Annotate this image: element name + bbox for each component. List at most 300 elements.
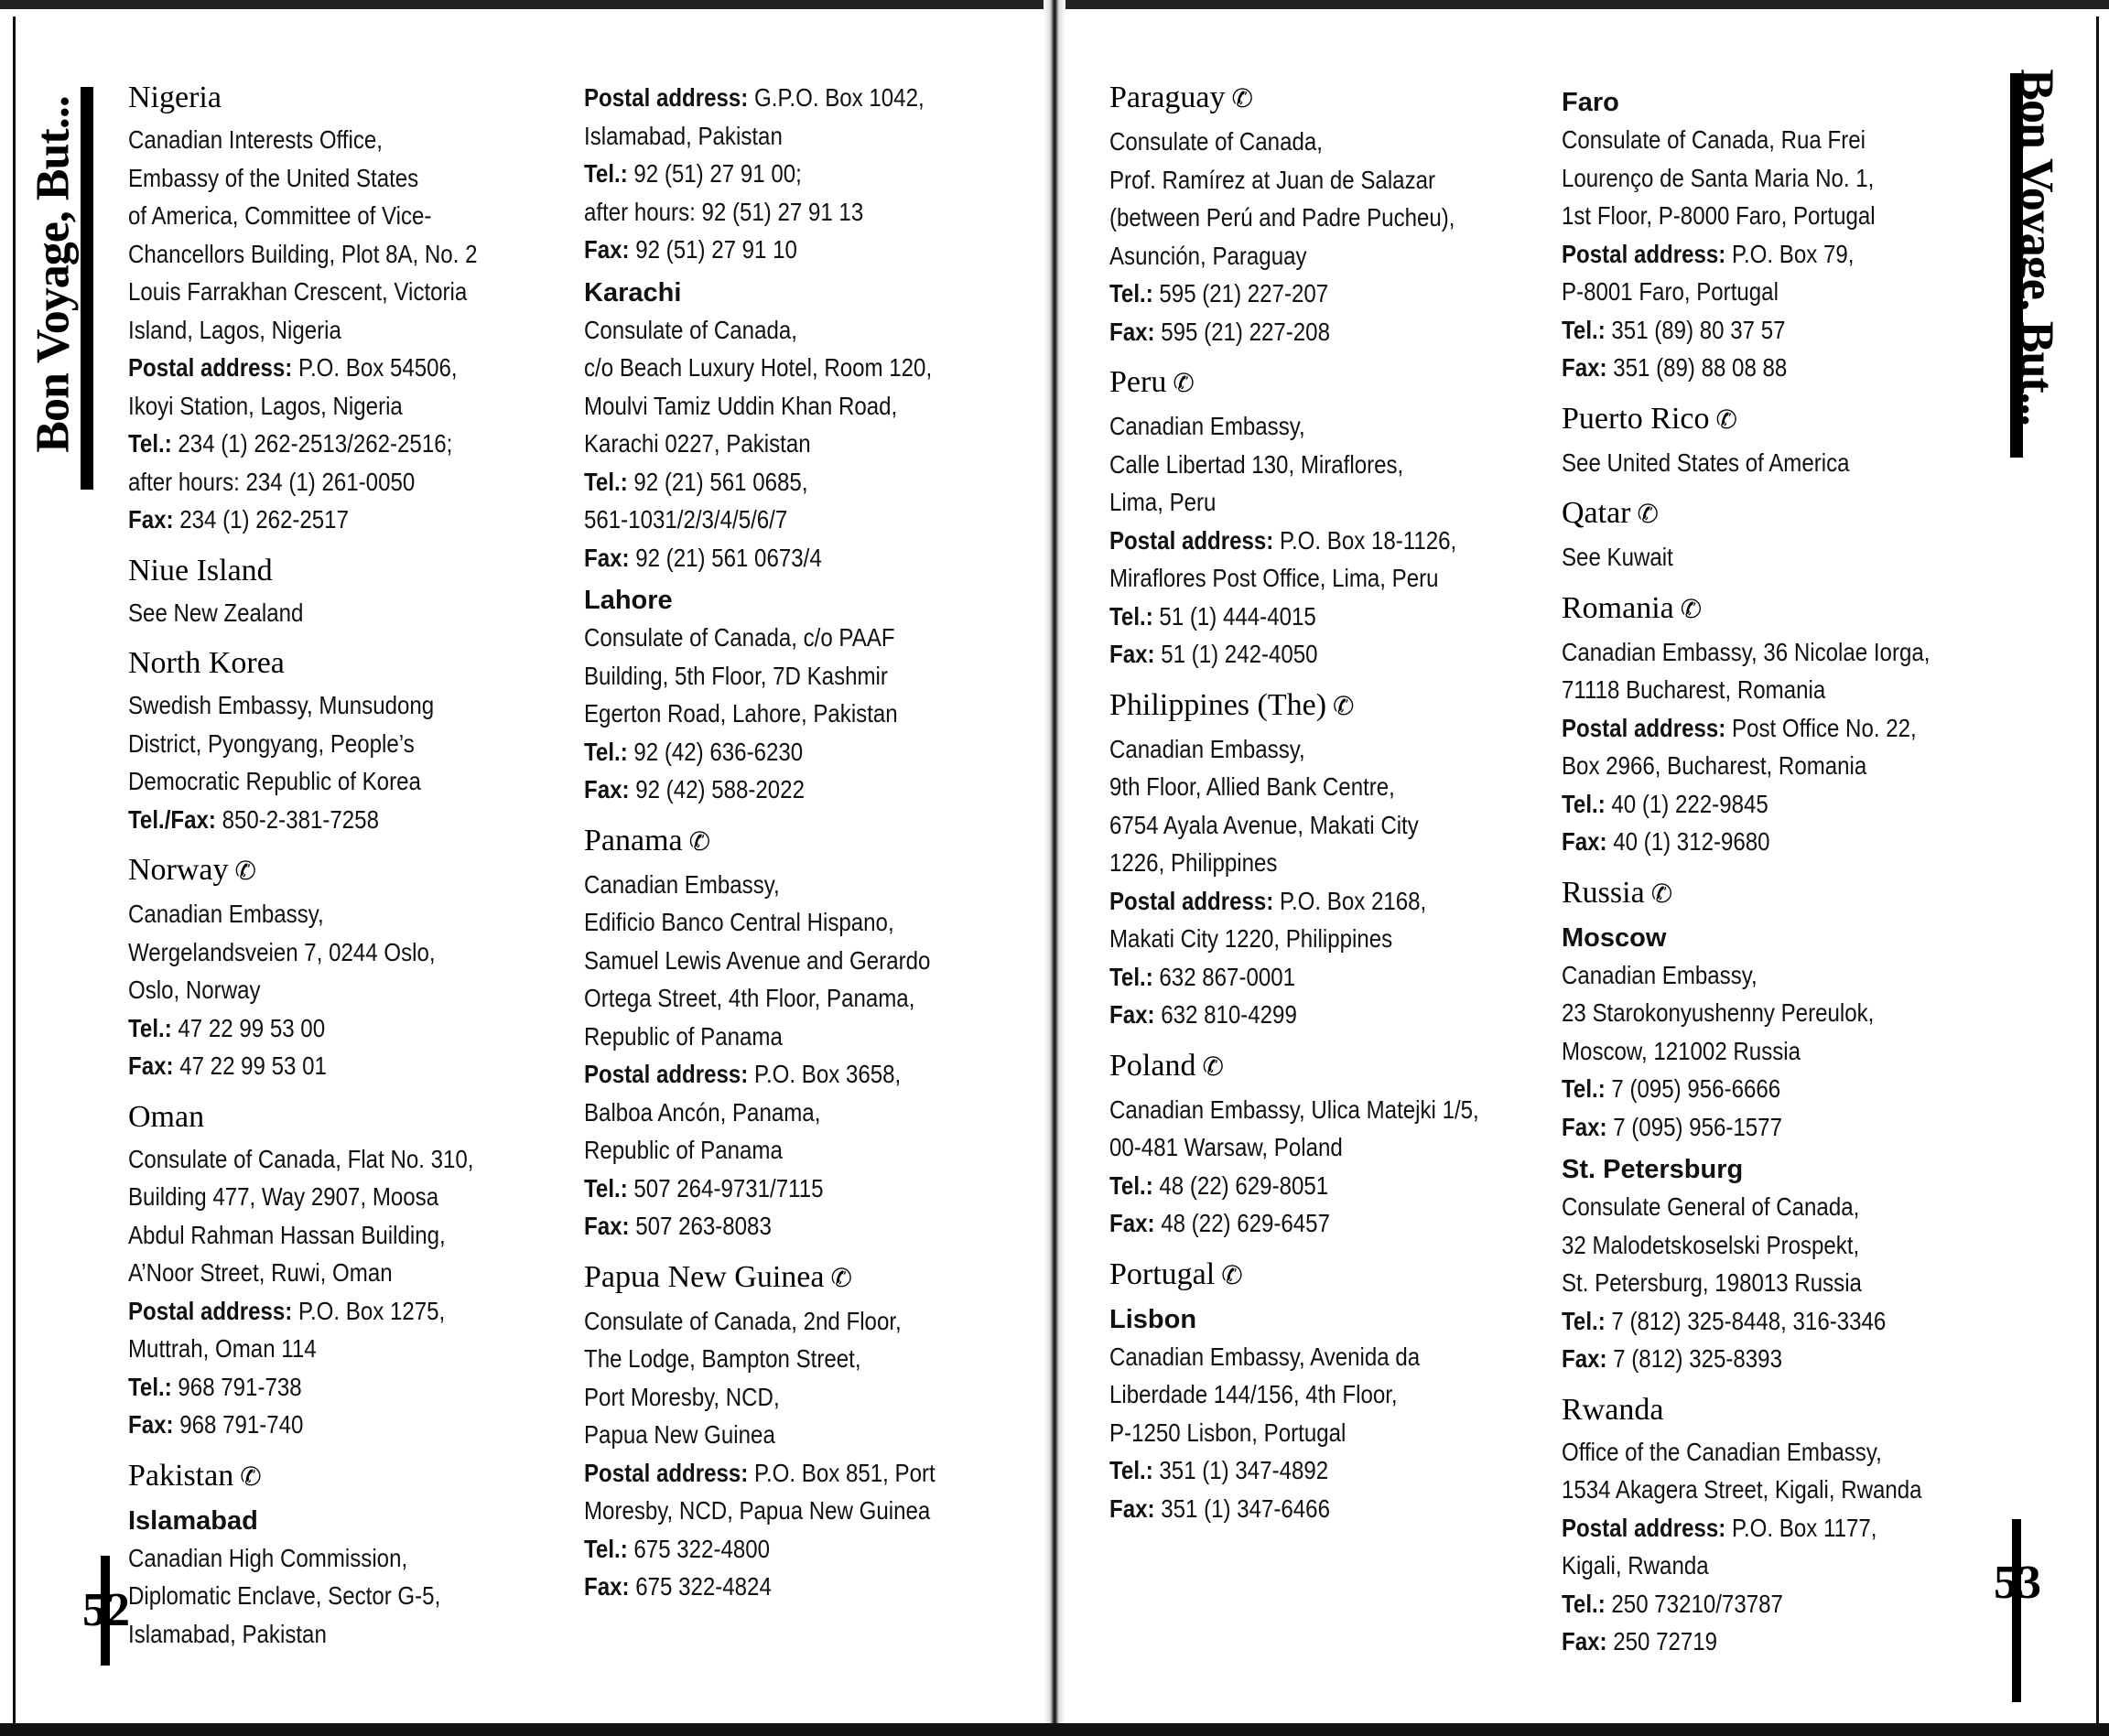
country-heading [128, 644, 558, 683]
address-text [128, 121, 498, 349]
telephone-icon: ✆ [1673, 595, 1703, 624]
telephone-icon: ✆ [682, 827, 711, 857]
address-text [128, 463, 498, 501]
address-line: 00-481 Warsaw, Poland [1109, 1133, 1343, 1161]
contact-label: Fax: [584, 235, 630, 264]
contact-label: Tel.: [1109, 601, 1153, 631]
address-line: Building, 5th Floor, 7D Kashmir [584, 661, 888, 690]
address-line: c/o Beach Luxury Hotel, Room 120, [584, 353, 933, 382]
contact-value: P.O. Box 1275, [292, 1296, 446, 1325]
address-line: Miraflores Post Office, Lima, Peru [1109, 564, 1439, 592]
country-heading [128, 552, 558, 590]
address-text [1562, 633, 1931, 709]
contact-value: 47 22 99 53 00 [171, 1013, 326, 1042]
contact-line [1109, 522, 1479, 560]
contact-line [128, 1047, 498, 1085]
book-gutter [1044, 0, 1065, 1736]
contact-label: Fax: [1562, 1627, 1607, 1655]
address-line: Muttrah, Oman 114 [128, 1334, 317, 1363]
contact-value: 92 (21) 561 0685, [627, 467, 808, 496]
contact-label: Tel./Fax: [128, 804, 216, 834]
address-line: Swedish Embassy, Munsudong [128, 691, 435, 719]
contact-value: 7 (095) 956-1577 [1606, 1112, 1782, 1141]
address-line: Lourenço de Santa Maria No. 1, [1562, 163, 1875, 192]
contact-value: 7 (812) 325-8448, 316-3346 [1605, 1306, 1887, 1335]
address-line: (between Perú and Padre Pucheu), [1109, 203, 1455, 232]
address-line: 32 Malodetskoselski Prospekt, [1562, 1230, 1860, 1259]
contact-label: Fax: [1109, 640, 1155, 668]
address-text [128, 387, 498, 426]
contact-value: 351 (1) 347-4892 [1152, 1456, 1329, 1484]
telephone-icon: ✆ [1326, 692, 1355, 721]
address-line: Kigali, Rwanda [1562, 1551, 1709, 1580]
contact-value: 234 (1) 262-2517 [173, 505, 349, 534]
address-line: Lima, Peru [1109, 488, 1217, 516]
contact-value: 250 72719 [1606, 1627, 1718, 1655]
contact-line [584, 1530, 954, 1569]
contact-line [128, 1406, 498, 1444]
contact-value: 968 791-738 [171, 1372, 302, 1401]
contact-label: Postal address: [1562, 1513, 1726, 1542]
address-text [128, 594, 498, 632]
address-line: Canadian Embassy, Ulica Matejki 1/5, [1109, 1094, 1479, 1124]
address-line: 1st Floor, P-8000 Faro, Portugal [1562, 201, 1876, 230]
address-line: Democratic Republic of Korea [128, 767, 421, 795]
address-line: Abdul Rahman Hassan Building, [128, 1220, 446, 1249]
contact-label: Fax: [584, 1572, 630, 1601]
address-line: 1534 Akagera Street, Kigali, Rwanda [1562, 1475, 1922, 1504]
telephone-icon: ✆ [228, 857, 256, 886]
contact-line [584, 1055, 954, 1094]
address-line: Makati City 1220, Philippines [1109, 924, 1393, 953]
country-heading [1562, 874, 1992, 914]
contact-line [1109, 275, 1479, 313]
address-line: Consulate of Canada, Rua Frei [1562, 125, 1866, 154]
contact-label: Tel.: [584, 1534, 628, 1563]
address-line: Karachi 0227, Pakistan [584, 429, 811, 458]
address-line: Consulate of Canada, c/o PAAF [584, 623, 895, 652]
contact-line [1562, 1302, 1931, 1341]
contact-line [584, 463, 954, 501]
address-line: Canadian Embassy, [1109, 412, 1305, 440]
address-line: Prof. Ramírez at Juan de Salazar [1109, 165, 1436, 194]
contact-label: Postal address: [1109, 886, 1274, 915]
contact-label: Tel.: [128, 1013, 172, 1042]
country-name: Nigeria [128, 81, 222, 114]
address-line: Ortega Street, 4th Floor, Panama, [584, 984, 915, 1012]
running-head-left: Bon Voyage, But... [27, 96, 80, 453]
address-line: Office of the Canadian Embassy, [1562, 1437, 1882, 1466]
contact-value: P.O. Box 851, Port [748, 1458, 936, 1487]
contact-value: 632 810-4299 [1154, 1000, 1297, 1029]
contact-label: Postal address: [128, 1296, 293, 1325]
telephone-icon: ✆ [1630, 501, 1659, 529]
address-text [1562, 956, 1931, 1071]
address-line: Consulate of Canada, [584, 315, 797, 344]
country-heading [128, 851, 558, 891]
country-name: Qatar [1562, 496, 1631, 530]
address-text [128, 1539, 498, 1654]
contact-label: Postal address: [1562, 239, 1726, 268]
telephone-icon: ✆ [1225, 85, 1253, 113]
contact-line [1109, 958, 1479, 997]
city-subheading: St. Petersburg [1562, 1155, 1744, 1184]
contact-line [584, 1207, 954, 1245]
contact-line [128, 1292, 498, 1331]
address-line: Consulate of Canada, [1109, 127, 1323, 156]
contact-value: P.O. Box 3658, [748, 1060, 902, 1088]
address-line: Canadian Embassy, [584, 869, 780, 899]
contact-label: Tel.: [584, 467, 628, 496]
country-name: Papua New Guinea [584, 1259, 825, 1294]
address-text [128, 1140, 498, 1292]
contact-line [128, 349, 498, 387]
contact-label: Tel.: [1562, 1306, 1606, 1335]
contact-line [584, 1454, 954, 1493]
address-text [584, 1094, 954, 1170]
contact-value: P.O. Box 2168, [1273, 886, 1427, 915]
country-heading [1562, 589, 1992, 630]
address-line: Edificio Banco Central Hispano, [584, 908, 894, 936]
address-line: Consulate of Canada, 2nd Floor, [584, 1306, 902, 1335]
column-3 [1109, 79, 1540, 1527]
contact-label: Fax: [584, 1212, 630, 1240]
address-text [128, 686, 498, 801]
contact-label: Tel.: [584, 159, 628, 188]
contact-line [1109, 1167, 1479, 1205]
margin-bar-right-bottom [2012, 1519, 2021, 1702]
contact-line [1109, 882, 1479, 921]
contact-line [1562, 1585, 1931, 1623]
address-line: District, Pyongyang, People’s [128, 728, 415, 758]
column-1 [128, 79, 558, 1653]
contact-line [584, 1568, 954, 1606]
address-line: Liberdade 144/156, 4th Floor, [1109, 1380, 1398, 1408]
address-line: Republic of Panama [584, 1136, 783, 1164]
contact-label: Fax: [1109, 1493, 1155, 1523]
address-line: Consulate of Canada, Flat No. 310, [128, 1144, 474, 1173]
address-line: Building 477, Way 2907, Moosa [128, 1182, 439, 1211]
telephone-icon: ✆ [1709, 405, 1737, 435]
country-heading [584, 1258, 1014, 1299]
contact-line [1562, 349, 1931, 387]
address-line: Samuel Lewis Avenue and Gerardo [584, 945, 931, 975]
contact-label: Fax: [1562, 1344, 1607, 1373]
contact-line [1109, 635, 1479, 674]
address-line: Canadian Embassy, Avenida da [1109, 1342, 1421, 1371]
contact-value: 7 (095) 956-6666 [1605, 1074, 1781, 1103]
city-subheading: Lisbon [1109, 1304, 1197, 1334]
address-line: 71118 Bucharest, Romania [1562, 675, 1826, 704]
address-text [584, 501, 954, 539]
country-name: Romania [1562, 590, 1674, 625]
address-text [1562, 1433, 1931, 1509]
contact-value: 351 (89) 80 37 57 [1605, 315, 1786, 344]
contact-line [584, 539, 954, 577]
country-name: Niue Island [128, 553, 273, 588]
contact-value: 234 (1) 262-2513/262-2516; [171, 429, 453, 458]
address-line: Moulvi Tamiz Uddin Khan Road, [584, 391, 898, 420]
country-name: Poland [1109, 1048, 1196, 1083]
contact-value: 507 264-9731/7115 [627, 1173, 824, 1202]
contact-label: Tel.: [1562, 1074, 1606, 1103]
contact-line [1109, 1451, 1479, 1490]
contact-value: 507 263-8083 [629, 1212, 772, 1240]
contact-label: Fax: [1562, 1112, 1607, 1141]
address-line: 9th Floor, Allied Bank Centre, [1109, 772, 1395, 801]
contact-value: P.O. Box 1177, [1725, 1513, 1877, 1542]
country-name: Portugal [1109, 1256, 1216, 1291]
address-line: Louis Farrakhan Crescent, Victoria [128, 277, 468, 306]
contact-value: 250 73210/73787 [1605, 1589, 1783, 1618]
contact-label: Tel.: [1109, 962, 1153, 991]
contact-line [1109, 313, 1479, 351]
contact-line [1562, 785, 1931, 824]
contact-value: 675 322-4800 [627, 1534, 771, 1563]
telephone-icon: ✆ [1166, 370, 1195, 398]
contact-line [584, 231, 954, 269]
address-line: Consulate General of Canada, [1562, 1192, 1860, 1221]
contact-label: Tel.: [1109, 1456, 1153, 1484]
address-text [1562, 121, 1931, 235]
contact-value: P.O. Box 54506, [292, 353, 458, 382]
country-name: North Korea [128, 646, 285, 680]
city-subheading: Lahore [584, 586, 673, 615]
address-text [584, 1492, 954, 1530]
contact-value: 48 (22) 629-6457 [1154, 1209, 1330, 1237]
address-line: 1226, Philippines [1109, 848, 1278, 877]
contact-value: 351 (89) 88 08 88 [1606, 353, 1788, 382]
country-name: Panama [584, 823, 683, 857]
contact-label: Postal address: [584, 83, 749, 112]
contact-value: 7 (812) 325-8393 [1606, 1344, 1782, 1373]
country-heading [1109, 1256, 1540, 1296]
contact-value: G.P.O. Box 1042, [748, 83, 925, 112]
country-name: Oman [128, 1099, 205, 1134]
address-line: Papua New Guinea [584, 1420, 775, 1449]
contact-line [128, 1368, 498, 1407]
address-line: Canadian Embassy, [1562, 960, 1758, 989]
contact-line [584, 79, 954, 117]
address-text [584, 117, 954, 156]
contact-line [1109, 598, 1479, 636]
country-name: Norway [128, 853, 229, 887]
contact-label: Postal address: [128, 353, 293, 382]
contact-line [1562, 1509, 1931, 1547]
address-line: Wergelandsveien 7, 0244 Oslo, [128, 937, 436, 966]
contact-line [1109, 1490, 1479, 1528]
address-line: Oslo, Norway [128, 976, 261, 1004]
address-line: Islamabad, Pakistan [128, 1619, 327, 1648]
contact-value: 51 (1) 444-4015 [1152, 601, 1316, 631]
page-number-right: 53 [1994, 1557, 2041, 1609]
country-heading [1562, 1391, 1992, 1429]
contact-line [1562, 1623, 1931, 1661]
address-text [128, 895, 498, 1009]
contact-line [1562, 1108, 1931, 1147]
address-text [584, 1302, 954, 1454]
address-line: of America, Committee of Vice- [128, 201, 432, 230]
address-line: Canadian Embassy, 36 Nicolae Iorga, [1562, 637, 1931, 666]
country-heading [1109, 1047, 1540, 1087]
contact-label: Postal address: [584, 1060, 749, 1088]
country-heading [1109, 363, 1540, 404]
contact-value: 595 (21) 227-207 [1152, 279, 1329, 307]
country-heading [584, 822, 1014, 862]
address-text [1109, 559, 1479, 598]
country-name: Rwanda [1562, 1392, 1664, 1427]
address-line: Embassy of the United States [128, 163, 419, 192]
contact-label: Fax: [1109, 317, 1155, 346]
contact-value: 92 (21) 561 0673/4 [629, 543, 822, 572]
address-line: The Lodge, Bampton Street, [584, 1344, 861, 1373]
address-text [584, 193, 954, 232]
address-line: after hours: 234 (1) 261-0050 [128, 467, 416, 496]
contact-value: 632 867-0001 [1152, 962, 1296, 991]
contact-line [1562, 235, 1931, 274]
contact-value: P.O. Box 18-1126, [1273, 525, 1457, 555]
address-text [584, 619, 954, 733]
address-line: Moscow, 121002 Russia [1562, 1036, 1801, 1065]
contact-label: Tel.: [584, 1173, 628, 1202]
address-text [1109, 1338, 1479, 1452]
address-text [1562, 1188, 1931, 1302]
address-line: P-1250 Lisbon, Portugal [1109, 1418, 1347, 1447]
telephone-icon: ✆ [1644, 879, 1673, 909]
city-subheading: Moscow [1562, 922, 1667, 953]
contact-label: Tel.: [1109, 279, 1153, 307]
contact-label: Fax: [1562, 827, 1607, 856]
contact-value: Post Office No. 22, [1725, 713, 1917, 742]
contact-line [1562, 1340, 1931, 1378]
contact-value: 48 (22) 629-8051 [1152, 1170, 1329, 1200]
contact-line [584, 155, 954, 193]
contact-label: Fax: [1562, 353, 1607, 382]
address-line: A’Noor Street, Ruwi, Oman [128, 1258, 393, 1287]
address-text [1109, 730, 1479, 882]
column-2 [584, 79, 1014, 1606]
address-text [1562, 538, 1931, 577]
contact-label: Fax: [1109, 1000, 1155, 1029]
contact-label: Tel.: [1562, 1589, 1606, 1618]
address-text [1109, 123, 1479, 275]
country-name: Philippines (The) [1109, 687, 1327, 722]
running-head-bar-left [81, 87, 93, 490]
address-line: Box 2966, Bucharest, Romania [1562, 751, 1867, 780]
address-text [1562, 747, 1931, 785]
contact-label: Tel.: [584, 737, 628, 766]
address-line: Island, Lagos, Nigeria [128, 315, 341, 344]
address-line: St. Petersburg, 198013 Russia [1562, 1268, 1862, 1297]
country-heading [128, 79, 558, 117]
contact-label: Fax: [128, 1410, 174, 1439]
address-text [1109, 920, 1479, 958]
contact-label: Tel.: [128, 1372, 172, 1401]
address-line: Asunción, Paraguay [1109, 241, 1307, 270]
address-line: Republic of Panama [584, 1021, 783, 1051]
address-text [1109, 1091, 1479, 1167]
address-line: Port Moresby, NCD, [584, 1382, 780, 1411]
address-text [1562, 273, 1931, 311]
telephone-icon: ✆ [1215, 1261, 1243, 1290]
address-line: Canadian Interests Office, [128, 125, 383, 154]
address-text [1562, 444, 1931, 482]
contact-line [1109, 996, 1479, 1034]
city-subheading: Karachi [584, 277, 682, 307]
contact-label: Tel.: [128, 429, 172, 458]
contact-value: 92 (51) 27 91 10 [629, 235, 797, 264]
address-line: Canadian High Commission, [128, 1543, 408, 1572]
country-heading [1562, 400, 1992, 440]
contact-label: Fax: [128, 505, 174, 534]
contact-line [584, 733, 954, 771]
contact-line [128, 1009, 498, 1048]
contact-label: Postal address: [584, 1458, 749, 1487]
contact-line [584, 771, 954, 809]
address-line: Islamabad, Pakistan [584, 121, 783, 150]
country-name: Russia [1562, 875, 1645, 910]
address-text [1109, 407, 1479, 522]
telephone-icon: ✆ [1195, 1052, 1224, 1082]
contact-label: Tel.: [1109, 1170, 1153, 1200]
address-line: Canadian Embassy, [1109, 734, 1305, 763]
address-text [1562, 1547, 1931, 1585]
address-line: Canadian Embassy, [128, 900, 324, 928]
contact-label: Postal address: [1109, 525, 1274, 555]
telephone-icon: ✆ [824, 1264, 852, 1293]
country-heading [1562, 494, 1992, 534]
book-bottom-edge [0, 1723, 2109, 1736]
city-subheading: Faro [1562, 88, 1619, 117]
contact-line [1109, 1204, 1479, 1243]
contact-value: 40 (1) 222-9845 [1605, 789, 1768, 818]
country-name: Peru [1109, 365, 1167, 399]
contact-line [1562, 823, 1931, 861]
country-heading [128, 1098, 558, 1137]
contact-label: Fax: [584, 775, 630, 803]
country-heading [128, 1457, 558, 1497]
contact-line [1562, 311, 1931, 350]
contact-value: 351 (1) 347-6466 [1154, 1493, 1330, 1523]
contact-line [584, 1170, 954, 1208]
address-line: See New Zealand [128, 598, 304, 627]
contact-value: 51 (1) 242-4050 [1154, 640, 1318, 668]
contact-value: 968 791-740 [173, 1410, 304, 1439]
contact-value: P.O. Box 79, [1725, 239, 1855, 268]
contact-value: 92 (42) 588-2022 [629, 775, 805, 803]
running-head-right: Bon Voyage, But... [2010, 69, 2063, 426]
address-line: Ikoyi Station, Lagos, Nigeria [128, 391, 403, 420]
contact-value: 47 22 99 53 01 [173, 1051, 327, 1080]
address-text [584, 311, 954, 463]
contact-line [128, 501, 498, 539]
country-name: Puerto Rico [1562, 401, 1710, 436]
address-line: See Kuwait [1562, 543, 1673, 571]
contact-value: 595 (21) 227-208 [1154, 317, 1330, 346]
contact-label: Tel.: [1562, 789, 1606, 818]
address-text [584, 866, 954, 1056]
address-line: 23 Starokonyushenny Pereulok, [1562, 998, 1875, 1027]
address-line: Balboa Ancón, Panama, [584, 1097, 821, 1127]
address-line: 6754 Ayala Avenue, Makati City [1109, 810, 1419, 839]
contact-label: Tel.: [1562, 315, 1606, 344]
country-heading [1109, 79, 1540, 119]
contact-value: 92 (51) 27 91 00; [627, 159, 802, 188]
address-line: Diplomatic Enclave, Sector G-5, [128, 1581, 441, 1610]
contact-label: Fax: [1109, 1209, 1155, 1237]
column-4 [1562, 79, 1992, 1661]
contact-line [128, 425, 498, 463]
